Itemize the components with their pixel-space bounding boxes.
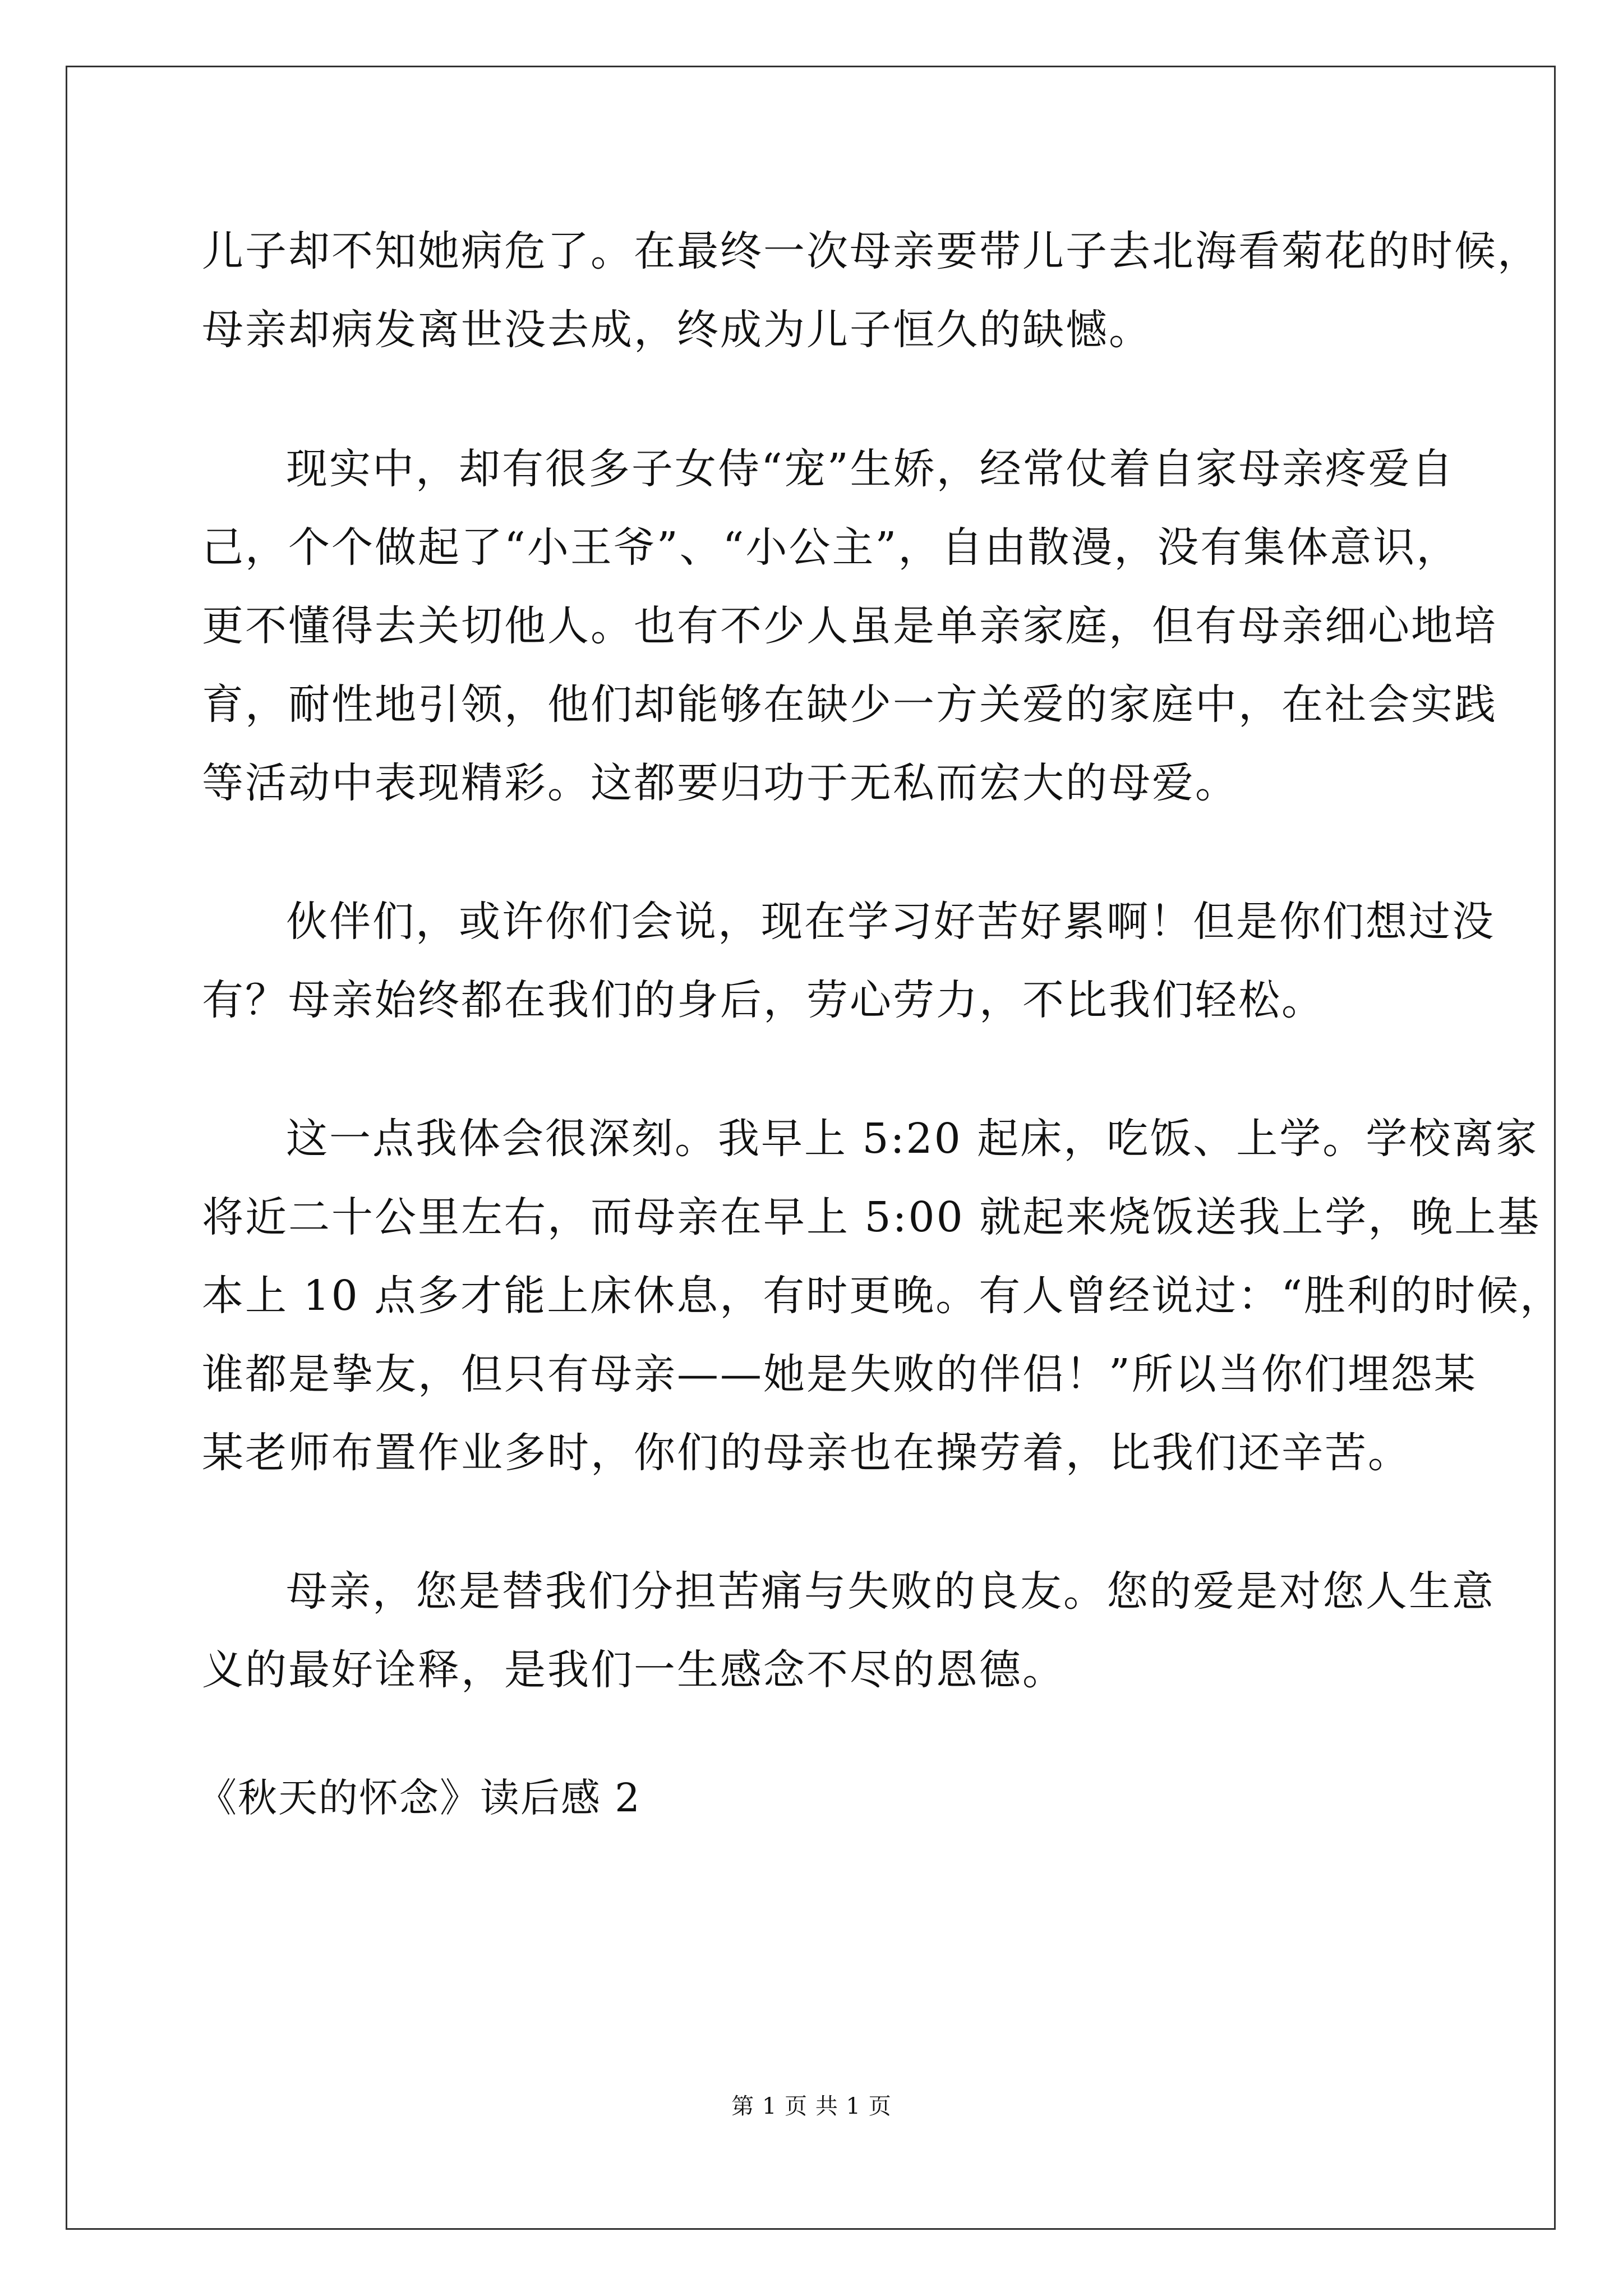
paragraph-4-line-2: 将近二十公里左右，而母亲在早上 5:00 就起来烧饭送我上学，晚上基 — [202, 1193, 1541, 1241]
paragraph-1-line-1: 儿子却不知她病危了。在最终一次母亲要带儿子去北海看菊花的时候， — [202, 227, 1541, 275]
paragraph-4-line-1: 这一点我体会很深刻。我早上 5:20 起床，吃饭、上学。学校离家 — [286, 1115, 1539, 1163]
paragraph-4-line-3: 本上 10 点多才能上床休息，有时更晚。有人曾经说过：“胜利的时候， — [202, 1272, 1564, 1320]
paragraph-1-line-2: 母亲却病发离世没去成，终成为儿子恒久的缺憾。 — [202, 306, 1152, 354]
paragraph-3-line-2: 有？母亲始终都在我们的身后，劳心劳力，不比我们轻松。 — [202, 976, 1325, 1024]
paragraph-3-line-1: 伙伴们，或许你们会说，现在学习好苦好累啊！但是你们想过没 — [286, 898, 1495, 946]
page-footer: 第 1 页 共 1 页 — [731, 2093, 892, 2119]
paragraph-2-line-5: 等活动中表现精彩。这都要归功于无私而宏大的母爱。 — [202, 759, 1238, 807]
paragraph-4-line-4: 谁都是挚友，但只有母亲——她是失败的伴侣！”所以当你们埋怨某 — [202, 1350, 1477, 1398]
paragraph-2-line-4: 育，耐性地引领，他们却能够在缺少一方关爱的家庭中，在社会实践 — [202, 680, 1497, 729]
paragraph-5-line-2: 义的最好诠释，是我们一生感念不尽的恩德。 — [202, 1646, 1066, 1694]
paragraph-2-line-1: 现实中，却有很多子女侍“宠”生娇，经常仗着自家母亲疼爱自 — [286, 445, 1455, 493]
paragraph-4-line-5: 某老师布置作业多时，你们的母亲也在操劳着，比我们还辛苦。 — [202, 1429, 1411, 1477]
paragraph-5-line-1: 母亲，您是替我们分担苦痛与失败的良友。您的爱是对您人生意 — [286, 1567, 1495, 1616]
paragraph-2-line-3: 更不懂得去关切他人。也有不少人虽是单亲家庭，但有母亲细心地培 — [202, 602, 1497, 650]
paragraph-2-line-2: 己，个个做起了“小王爷”、“小公主”，自由散漫，没有集体意识， — [202, 523, 1460, 572]
section-heading: 《秋天的怀念》读后感 2 — [197, 1775, 641, 1821]
